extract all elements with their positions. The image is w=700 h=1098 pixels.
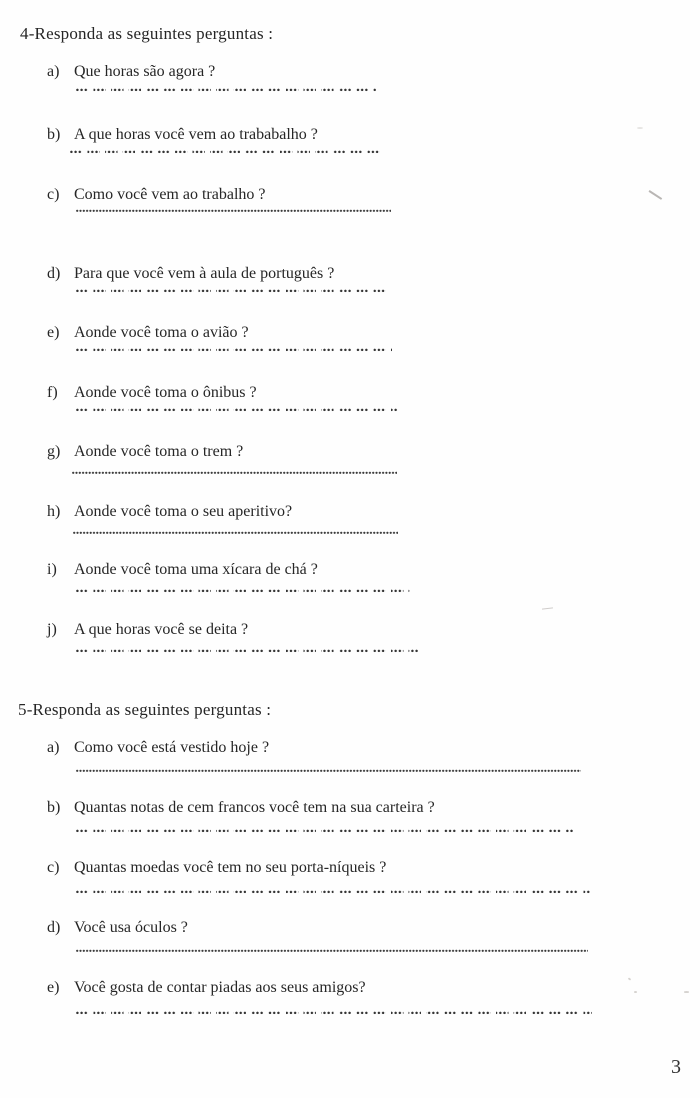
question-5b: [47, 799, 435, 817]
answer-line-4e: [76, 348, 392, 352]
question-letter: e): [47, 324, 60, 341]
answer-line-4a: [76, 88, 376, 92]
answer-line-5c: [76, 890, 590, 894]
question-text: Você gosta de contar piadas aos seus amigos?: [74, 979, 366, 996]
answer-line-4j: [76, 649, 418, 653]
question-4d: [47, 265, 334, 283]
question-text: Aonde você toma o seu aperitivo?: [74, 503, 293, 520]
question-text: Que horas são agora ?: [74, 63, 216, 80]
question-5d: [47, 919, 188, 937]
question-4a: [47, 63, 215, 81]
question-text: A que horas você vem ao trababalho ?: [74, 126, 318, 143]
question-letter: d): [47, 265, 61, 282]
answer-line-4g: [72, 471, 397, 475]
question-text: Aonde você toma o trem ?: [74, 443, 244, 460]
answer-line-4f: [76, 408, 398, 412]
question-letter: h): [47, 503, 61, 520]
question-letter: b): [47, 799, 61, 816]
answer-line-4h: [73, 531, 398, 535]
answer-line-4d: [76, 289, 390, 293]
answer-line-5b: [76, 829, 574, 833]
answer-line-4i: [76, 589, 411, 593]
question-text: Como você vem ao trabalho ?: [74, 186, 266, 203]
question-4e: [47, 324, 249, 342]
question-text: Quantas notas de cem francos você tem na sua carteira ?: [74, 799, 435, 816]
question-letter: i): [47, 561, 57, 578]
question-5a: [47, 739, 269, 757]
section-5-heading: 5-Responda as seguintes perguntas :: [18, 700, 272, 719]
question-text: Para que você vem à aula de português ?: [74, 265, 335, 282]
answer-line-4c: [76, 209, 391, 213]
question-letter: d): [47, 919, 61, 936]
scan-artifact-dash: [542, 607, 553, 609]
question-4i: [47, 561, 318, 579]
question-text: Você usa óculos ?: [74, 919, 188, 936]
question-5c: [47, 859, 386, 877]
answer-line-5d: [76, 949, 588, 953]
question-text: Aonde você toma o ônibus ?: [74, 384, 257, 401]
question-5e: [47, 979, 366, 997]
scan-artifact-speck: [684, 991, 689, 993]
scan-artifact-speck: [634, 991, 637, 993]
question-4c: [47, 186, 266, 204]
scan-artifact-speck: [628, 977, 632, 980]
question-4g: [47, 443, 243, 461]
question-4h: [47, 503, 292, 521]
answer-line-5e: [76, 1011, 592, 1015]
question-letter: a): [47, 739, 60, 756]
question-text: Aonde você toma o avião ?: [74, 324, 249, 341]
question-text: Aonde você toma uma xícara de chá ?: [74, 561, 318, 578]
question-text: Quantas moedas você tem no seu porta-níqueis ?: [74, 859, 387, 876]
question-4f: [47, 384, 257, 402]
question-4b: [47, 126, 318, 144]
question-letter: g): [47, 443, 61, 460]
answer-line-5a: [76, 769, 581, 773]
scan-artifact-speck: [637, 127, 643, 129]
answer-line-4b: [70, 150, 380, 154]
question-letter: b): [47, 126, 61, 143]
page-number: 3: [671, 1056, 681, 1078]
question-letter: c): [47, 186, 60, 203]
question-letter: c): [47, 859, 60, 876]
question-4j: [47, 621, 248, 639]
question-text: Como você está vestido hoje ?: [74, 739, 270, 756]
question-text: A que horas você se deita ?: [74, 621, 249, 638]
question-letter: f): [47, 384, 58, 401]
scan-artifact-slash: [649, 190, 662, 199]
question-letter: a): [47, 63, 60, 80]
question-letter: j): [47, 621, 57, 638]
question-letter: e): [47, 979, 60, 996]
section-4-heading: 4-Responda as seguintes perguntas :: [20, 24, 274, 43]
